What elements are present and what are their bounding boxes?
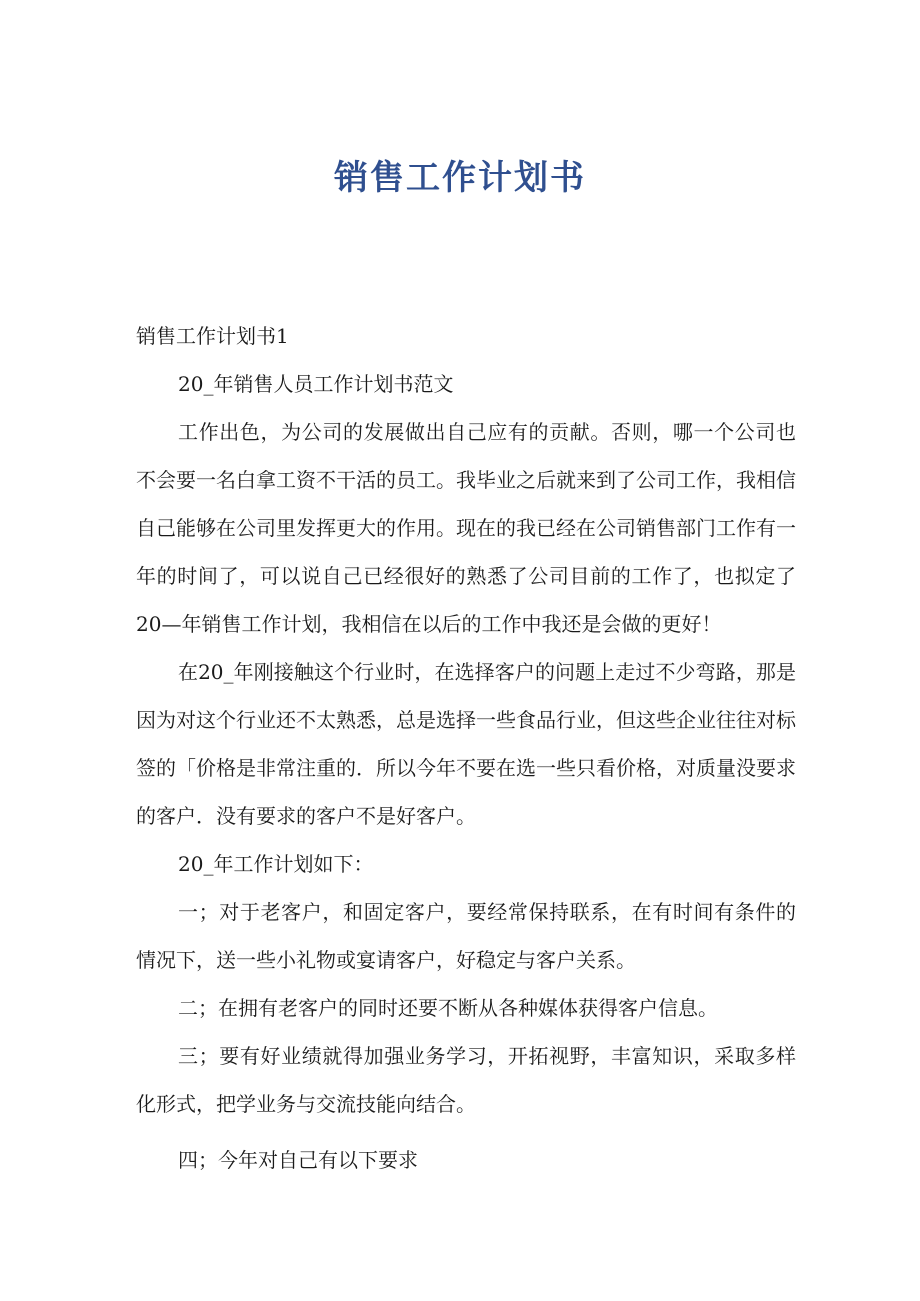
document-title: 销售工作计划书 <box>334 158 586 198</box>
paragraph-item-2: 二；在拥有老客户的同时还要不断从各种媒体获得客户信息。 <box>178 996 718 1020</box>
paragraph-item-4: 四；今年对自己有以下要求 <box>178 1148 418 1172</box>
paragraph-item-3: 三；要有好业绩就得加强业务学习，开拓视野，丰富知识，采取多样化形式，把学业务与交流技能向结合。 <box>136 1044 796 1116</box>
section-heading: 销售工作计划书1 <box>136 324 289 348</box>
paragraph-intro: 工作出色，为公司的发展做出自己应有的贡献。否则，哪一个公司也不会要一名白拿工资不干活的员工。我毕业之后就来到了公司工作，我相信自己能够在公司里发挥更大的作用。现在的我已经在公司销售部门工作有一年的时间了，可以说自己已经很好的熟悉了公司目前的工作了，也拟定了20—年销售工作计划，我相信在以后的工作中我还是会做的更好！ <box>136 420 796 636</box>
subtitle: 20_年销售人员工作计划书范文 <box>178 372 454 396</box>
paragraph-experience: 在20_年刚接触这个行业时，在选择客户的问题上走过不少弯路，那是因为对这个行业还不太熟悉，总是选择一些食品行业，但这些企业往往对标签的「价格是非常注重的．所以今年不要在选一些只看价格，对质量没要求的客户．没有要求的客户不是好客户。 <box>136 660 796 828</box>
paragraph-plan-heading: 20_年工作计划如下： <box>178 852 374 876</box>
paragraph-item-1: 一；对于老客户，和固定客户，要经常保持联系，在有时间有条件的情况下，送一些小礼物或宴请客户，好稳定与客户关系。 <box>136 900 796 972</box>
